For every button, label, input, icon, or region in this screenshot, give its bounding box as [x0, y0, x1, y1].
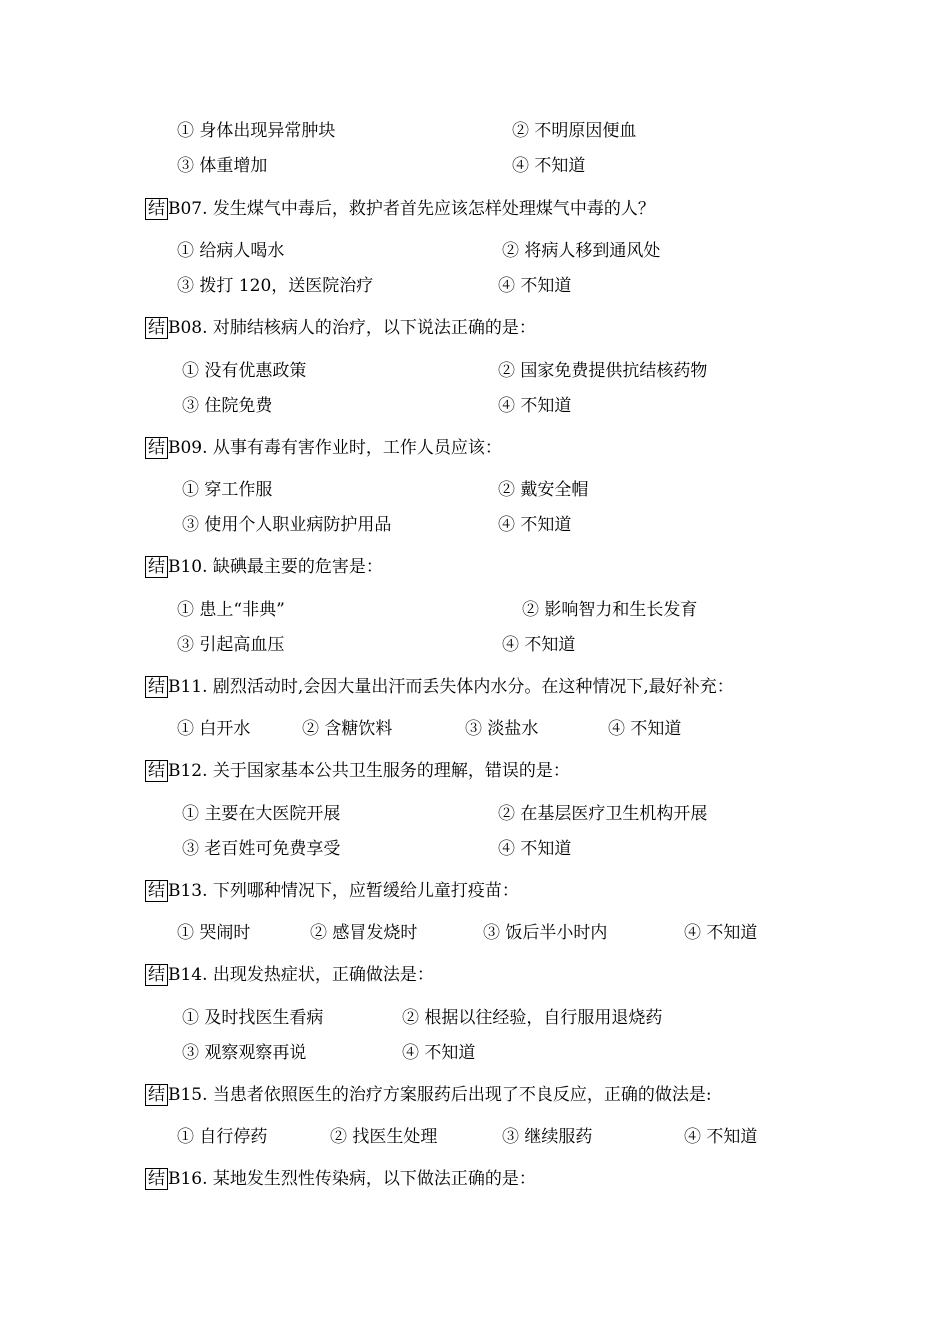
- option[interactable]: ② 戴安全帽: [498, 480, 589, 500]
- option[interactable]: ② 不明原因便血: [512, 121, 637, 141]
- option[interactable]: ③ 淡盐水: [465, 719, 539, 739]
- question-tag: 结: [145, 198, 168, 220]
- question-tag: 结: [145, 556, 168, 578]
- question-text: B15. 当患者依照医生的治疗方案服药后出现了不良反应，正确的做法是:: [168, 1085, 712, 1105]
- option[interactable]: ① 患上“非典”: [177, 600, 285, 620]
- option[interactable]: ① 主要在大医院开展: [182, 804, 341, 824]
- question-b15: [145, 1084, 712, 1106]
- option[interactable]: ③ 继续服药: [502, 1127, 593, 1147]
- question-b08: [145, 317, 536, 339]
- option[interactable]: ② 感冒发烧时: [310, 923, 418, 943]
- option[interactable]: ③ 老百姓可免费享受: [182, 839, 341, 859]
- question-b14: [145, 964, 434, 986]
- option[interactable]: ① 穿工作服: [182, 480, 273, 500]
- question-text: B14. 出现发热症状，正确做法是：: [168, 965, 434, 985]
- question-tag: 结: [145, 317, 168, 339]
- option[interactable]: ② 找医生处理: [330, 1127, 438, 1147]
- question-text: B10. 缺碘最主要的危害是：: [168, 557, 383, 577]
- option[interactable]: ③ 饭后半小时内: [483, 923, 608, 943]
- option[interactable]: ① 白开水: [177, 719, 251, 739]
- question-b10: [145, 556, 383, 578]
- option[interactable]: ② 在基层医疗卫生机构开展: [498, 804, 708, 824]
- question-tag: 结: [145, 437, 168, 459]
- question-text: B07. 发生煤气中毒后，救护者首先应该怎样处理煤气中毒的人？: [168, 199, 655, 219]
- option[interactable]: ③ 体重增加: [177, 156, 268, 176]
- question-tag: 结: [145, 760, 168, 782]
- question-b11: [145, 676, 734, 698]
- option[interactable]: ④ 不知道: [498, 276, 572, 296]
- option[interactable]: ① 哭闹时: [177, 923, 251, 943]
- question-text: B11. 剧烈活动时,会因大量出汗而丢失体内水分。在这种情况下,最好补充：: [168, 677, 734, 697]
- option[interactable]: ④ 不知道: [512, 156, 586, 176]
- option[interactable]: ① 没有优惠政策: [182, 361, 307, 381]
- option[interactable]: ④ 不知道: [684, 1127, 758, 1147]
- option[interactable]: ② 影响智力和生长发育: [522, 600, 698, 620]
- question-tag: 结: [145, 676, 168, 698]
- question-tag: 结: [145, 964, 168, 986]
- question-tag: 结: [145, 1084, 168, 1106]
- question-text: B16. 某地发生烈性传染病，以下做法正确的是：: [168, 1169, 536, 1189]
- question-b12: [145, 760, 570, 782]
- option[interactable]: ② 根据以往经验，自行服用退烧药: [402, 1008, 663, 1028]
- option[interactable]: ① 自行停药: [177, 1127, 268, 1147]
- option[interactable]: ④ 不知道: [608, 719, 682, 739]
- option[interactable]: ③ 住院免费: [182, 396, 273, 416]
- option[interactable]: ② 国家免费提供抗结核药物: [498, 361, 708, 381]
- option[interactable]: ④ 不知道: [498, 515, 572, 535]
- option[interactable]: ④ 不知道: [502, 635, 576, 655]
- question-b16: [145, 1168, 536, 1190]
- question-text: B13. 下列哪种情况下，应暂缓给儿童打疫苗：: [168, 881, 519, 901]
- question-b13: [145, 880, 519, 902]
- option[interactable]: ① 身体出现异常肿块: [177, 121, 336, 141]
- question-tag: 结: [145, 880, 168, 902]
- option[interactable]: ③ 拨打 120，送医院治疗: [177, 276, 374, 296]
- question-text: B12. 关于国家基本公共卫生服务的理解，错误的是：: [168, 761, 570, 781]
- option[interactable]: ① 给病人喝水: [177, 241, 285, 261]
- question-text: B09. 从事有毒有害作业时，工作人员应该：: [168, 438, 502, 458]
- question-b07: [145, 198, 655, 220]
- option[interactable]: ② 将病人移到通风处: [502, 241, 661, 261]
- option[interactable]: ① 及时找医生看病: [182, 1008, 324, 1028]
- option[interactable]: ③ 使用个人职业病防护用品: [182, 515, 392, 535]
- option[interactable]: ③ 引起高血压: [177, 635, 285, 655]
- option[interactable]: ② 含糖饮料: [302, 719, 393, 739]
- question-tag: 结: [145, 1168, 168, 1190]
- question-text: B08. 对肺结核病人的治疗，以下说法正确的是：: [168, 318, 536, 338]
- option[interactable]: ③ 观察观察再说: [182, 1043, 307, 1063]
- option[interactable]: ④ 不知道: [684, 923, 758, 943]
- option[interactable]: ④ 不知道: [498, 839, 572, 859]
- option[interactable]: ④ 不知道: [402, 1043, 476, 1063]
- question-b09: [145, 437, 502, 459]
- option[interactable]: ④ 不知道: [498, 396, 572, 416]
